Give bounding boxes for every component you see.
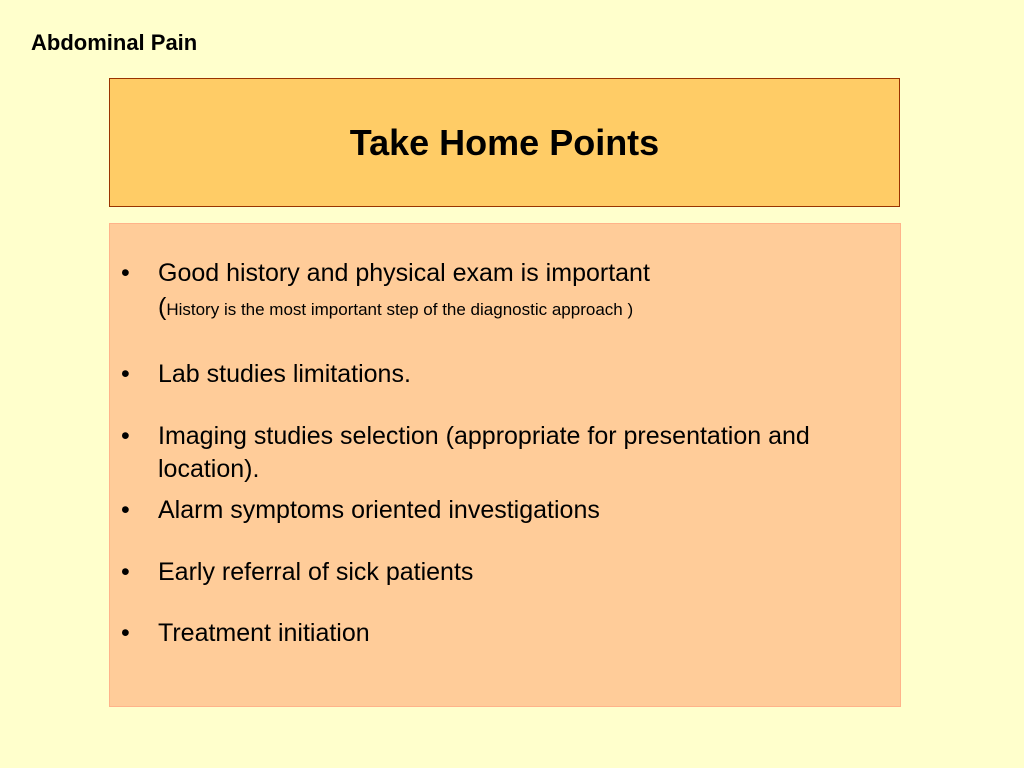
title-box: [109, 78, 900, 207]
bullet-marker: •: [121, 259, 130, 287]
bullet-marker: •: [121, 496, 130, 524]
bullet-main-text: Good history and physical exam is important: [158, 259, 650, 287]
bullet-marker: •: [121, 558, 130, 586]
bullet-marker: •: [121, 619, 130, 647]
slide-header-label: Abdominal Pain: [31, 30, 198, 55]
bullet-marker: •: [121, 360, 130, 388]
bullet-subnote: [158, 295, 858, 322]
subnote-paren: (: [158, 293, 167, 321]
bullet-text: Treatment initiation: [158, 619, 370, 647]
bullet-text: Early referral of sick patients: [158, 558, 474, 586]
bullet-text: Imaging studies selection (appropriate for presentation and location).: [158, 422, 810, 483]
slide-title: Take Home Points: [349, 121, 660, 163]
bullet-text: [158, 257, 858, 322]
subnote-text: History is the most important step of the diagnostic approach ): [166, 300, 634, 319]
bullet-text: Alarm symptoms oriented investigations: [158, 496, 600, 524]
content-box: [109, 223, 901, 707]
bullet-marker: •: [121, 422, 130, 450]
bullet-text: Lab studies limitations.: [158, 360, 411, 388]
